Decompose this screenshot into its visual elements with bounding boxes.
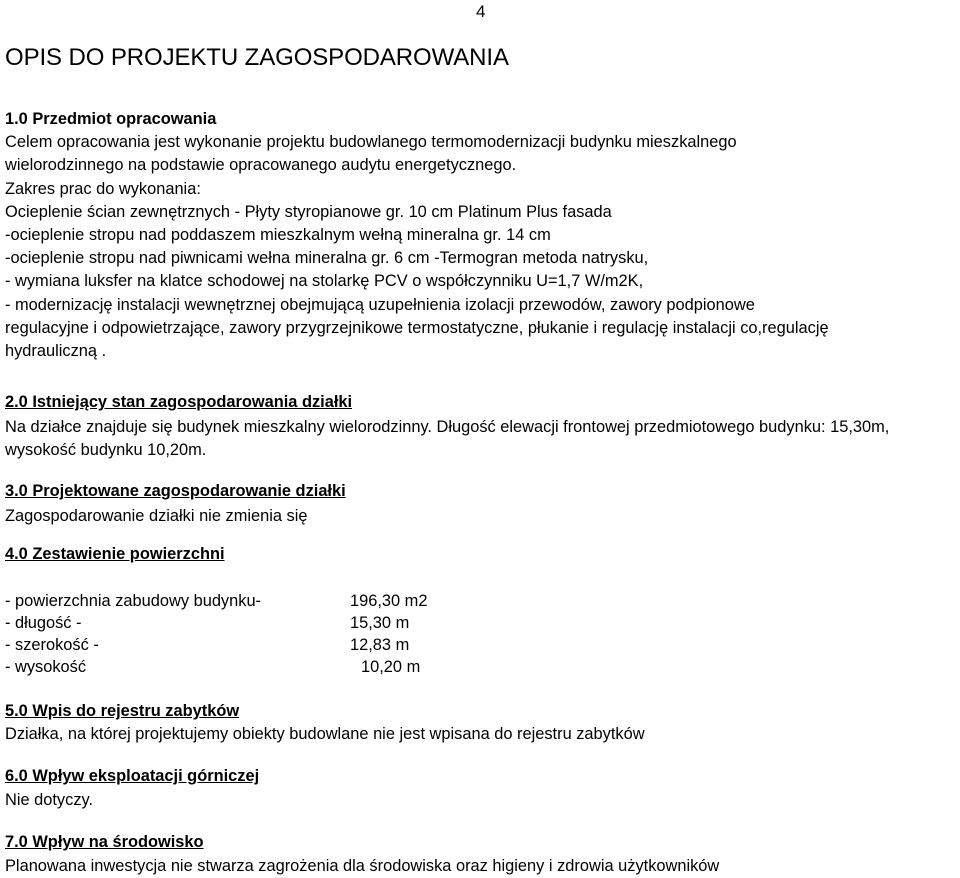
area-row xyxy=(5,636,410,655)
section-6-body: Nie dotyczy. xyxy=(5,791,94,809)
section-1-heading: 1.0 Przedmiot opracowania xyxy=(5,110,217,128)
area-row-label: - szerokość - xyxy=(5,636,99,654)
area-row-value: 10,20 m xyxy=(361,658,421,676)
section-7-heading: 7.0 Wpływ na środowisko xyxy=(5,833,204,851)
section-2-heading: 2.0 Istniejący stan zagospodarowania działki xyxy=(5,393,353,411)
section-1-line: wielorodzinnego na podstawie opracowanego audytu energetycznego. xyxy=(5,156,517,175)
section-1 xyxy=(5,108,960,363)
area-row xyxy=(5,592,428,611)
section-2-body: Na działce znajduje się budynek mieszkalny wielorodzinny. Długość elewacji frontowej przedmiotowego budynku: 15,30m, wysokość budynku 10,20m. xyxy=(5,418,890,459)
section-4-heading: 4.0 Zestawienie powierzchni xyxy=(5,545,225,563)
section-3-heading: 3.0 Projektowane zagospodarowanie działki xyxy=(5,482,346,500)
area-row-label: - wysokość xyxy=(5,658,87,676)
page-number: 4 xyxy=(476,2,486,21)
section-6-heading: 6.0 Wpływ eksploatacji górniczej xyxy=(5,767,260,785)
section-5-body: Działka, na której projektujemy obiekty budowlane nie jest wpisana do rejestru zabytków xyxy=(5,725,645,743)
section-1-line: -ocieplenie stropu nad poddaszem mieszkalnym wełną mineralna gr. 14 cm xyxy=(5,226,551,245)
area-row-value: 12,83 m xyxy=(350,636,410,654)
area-row xyxy=(5,658,421,677)
area-row xyxy=(5,614,410,633)
section-7-body: Planowana inwestycja nie stwarza zagrożenia dla środowiska oraz higieny i zdrowia użytkowników xyxy=(5,857,720,875)
section-1-line: hydrauliczną . xyxy=(5,342,107,361)
area-row-label: - długość - xyxy=(5,614,82,632)
section-1-line: Ocieplenie ścian zewnętrznych - Płyty styropianowe gr. 10 cm Platinum Plus fasada xyxy=(5,202,612,221)
area-row-value: 196,30 m2 xyxy=(350,592,428,610)
section-1-line: regulacyjne i odpowietrzające, zawory przygrzejnikowe termostatyczne, płukanie i regulację instalacji co,regulację xyxy=(5,318,829,337)
area-row-value: 15,30 m xyxy=(350,614,410,632)
area-row-label: - powierzchnia zabudowy budynku- xyxy=(5,592,262,610)
document-title: OPIS DO PROJEKTU ZAGOSPODAROWANIA xyxy=(5,44,509,71)
section-1-line: - wymiana luksfer na klatce schodowej na stolarkę PCV o współczynniku U=1,7 W/m2K, xyxy=(5,272,644,291)
section-1-line: Zakres prac do wykonania: xyxy=(5,179,201,198)
section-1-line: -ocieplenie stropu nad piwnicami wełna mineralna gr. 6 cm -Termogran metoda natrysku, xyxy=(5,249,649,268)
section-1-line: Celem opracowania jest wykonanie projektu budowlanego termomodernizacji budynku mieszkalnego xyxy=(5,133,737,152)
section-5-heading: 5.0 Wpis do rejestru zabytków xyxy=(5,702,240,720)
section-3-body: Zagospodarowanie działki nie zmienia się xyxy=(5,507,308,525)
section-1-line: - modernizację instalacji wewnętrznej obejmującą uzupełnienia izolacji przewodów, zawory podpionowe xyxy=(5,295,755,314)
